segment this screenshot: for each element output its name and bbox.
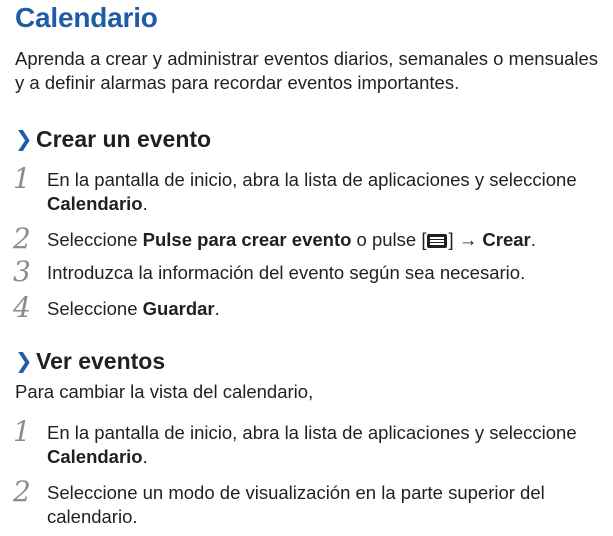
menu-key-icon (426, 231, 448, 255)
step-text-line: En la pantalla de inicio, abra la lista de aplicaciones y seleccione (47, 169, 577, 190)
step-text: Introduzca la información del evento según sea necesario. (47, 262, 526, 283)
step-text-end: . (142, 446, 148, 467)
step-text-end: . (142, 193, 148, 214)
step-text-end: . (214, 298, 220, 319)
step-text: Seleccione un modo de visualización en la parte superior del calendario. (47, 482, 545, 527)
section-title-text: Crear un evento (36, 126, 212, 152)
step-bold-term: Calendario (47, 446, 143, 467)
chevron-right-icon: ❯ (15, 350, 33, 373)
step-text-line: En la pantalla de inicio, abra la lista de aplicaciones y seleccione (47, 422, 577, 443)
step-text-part: ] → (448, 229, 483, 250)
step-text-end: . (530, 229, 536, 250)
step-text (47, 228, 607, 255)
step-number: 1 (13, 162, 31, 195)
step-bold-term: Guardar (142, 298, 215, 319)
page-title: Calendario (15, 2, 158, 33)
step-text (47, 421, 607, 469)
step-text (47, 168, 607, 216)
step-number: 3 (13, 255, 31, 288)
section-lead-text: Para cambiar la vista del calendario, (15, 381, 314, 402)
step-number: 2 (13, 222, 31, 255)
step-number: 2 (13, 475, 31, 508)
step-bold-term: Crear (482, 229, 531, 250)
intro-paragraph: Aprenda a crear y administrar eventos diarios, semanales o mensuales y a definir alarmas para recordar eventos importantes. (15, 48, 599, 93)
section-title-crear-evento (15, 125, 211, 154)
step-number: 4 (13, 291, 31, 324)
step-number: 1 (13, 415, 31, 448)
chevron-right-icon: ❯ (15, 128, 33, 151)
step-text-part: o pulse [ (351, 229, 427, 250)
section-title-ver-eventos (15, 347, 165, 376)
step-text-part: Seleccione (47, 229, 143, 250)
step-text-part: Seleccione (47, 298, 143, 319)
section-title-text: Ver eventos (36, 348, 166, 374)
step-bold-term: Pulse para crear evento (142, 229, 352, 250)
step-text (47, 297, 607, 321)
step-bold-term: Calendario (47, 193, 143, 214)
